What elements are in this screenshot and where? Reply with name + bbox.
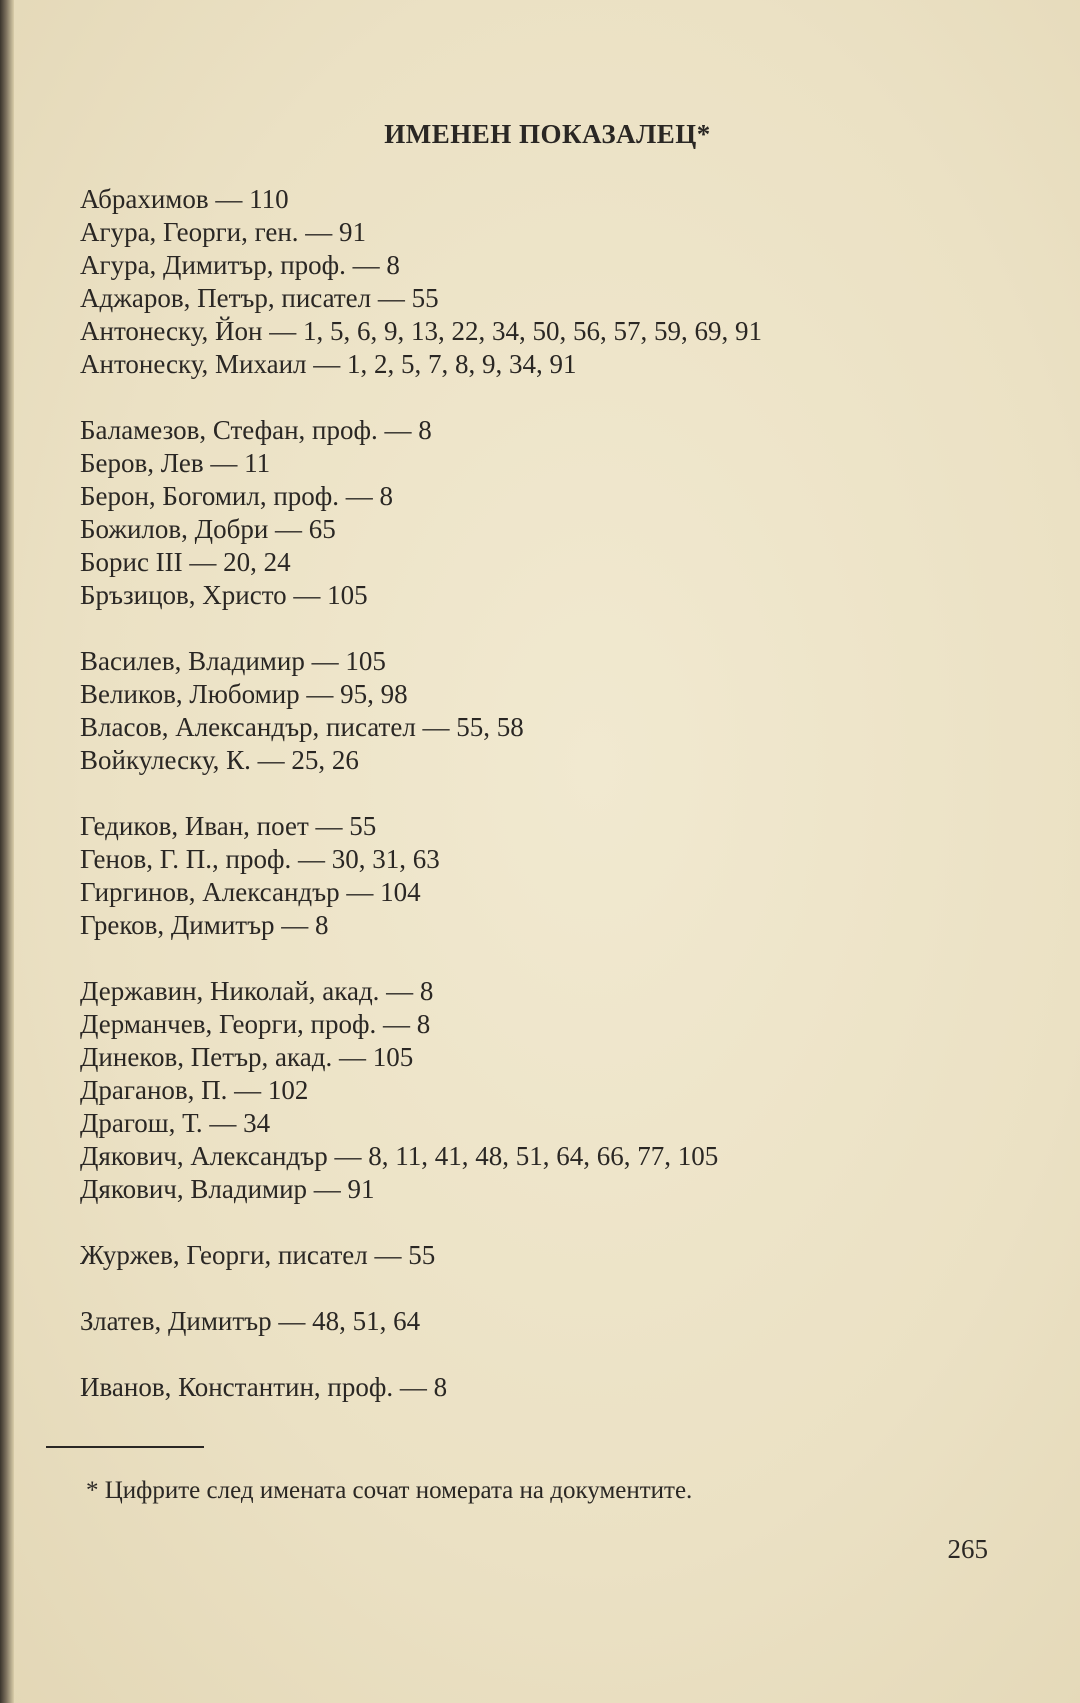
index-entry: Баламезов, Стефан, проф. — 8 [80, 415, 432, 445]
index-group-a [80, 183, 980, 381]
footnote-rule [46, 1446, 204, 1448]
index-group-z [80, 1305, 980, 1338]
index-entry: Антонеску, Йон — 1, 5, 6, 9, 13, 22, 34, 50, 56, 57, 59, 69, 91 [80, 316, 762, 346]
page-title: ИМЕНЕН ПОКАЗАЛЕЦ* [384, 119, 711, 149]
index-entry: Дякович, Владимир — 91 [80, 1174, 375, 1204]
index-entry: Гедиков, Иван, поет — 55 [80, 811, 377, 841]
index-entry: Аджаров, Петър, писател — 55 [80, 283, 439, 313]
index-entry: Агура, Георги, ген. — 91 [80, 217, 367, 247]
index-entry: Дякович, Александър — 8, 11, 41, 48, 51, 64, 66, 77, 105 [80, 1141, 719, 1171]
index-entry: Иванов, Константин, проф. — 8 [80, 1372, 448, 1402]
index-entry: Борис III — 20, 24 [80, 547, 291, 577]
index-entry: Великов, Любомир — 95, 98 [80, 679, 408, 709]
index-entry: Василев, Владимир — 105 [80, 646, 386, 676]
index-group-b [80, 414, 980, 612]
index-entry: Динеков, Петър, акад. — 105 [80, 1042, 414, 1072]
index-entry: Державин, Николай, акад. — 8 [80, 976, 434, 1006]
index-group-zh [80, 1239, 980, 1272]
index-entry: Божилов, Добри — 65 [80, 514, 336, 544]
index-entry: Войкулеску, К. — 25, 26 [80, 745, 359, 775]
index-entry: Берон, Богомил, проф. — 8 [80, 481, 394, 511]
index-group-i [80, 1371, 980, 1404]
index-entry: Агура, Димитър, проф. — 8 [80, 250, 400, 280]
index-entry: Златев, Димитър — 48, 51, 64 [80, 1306, 421, 1336]
index-entry: Генов, Г. П., проф. — 30, 31, 63 [80, 844, 440, 874]
index-entry: Греков, Димитър — 8 [80, 910, 329, 940]
index-group-g [80, 810, 980, 942]
index-entry: Бръзицов, Христо — 105 [80, 580, 368, 610]
index-entry: Журжев, Георги, писател — 55 [80, 1240, 436, 1270]
index-entry: Беров, Лев — 11 [80, 448, 271, 478]
index-entry: Власов, Александър, писател — 55, 58 [80, 712, 524, 742]
index-entry: Гиргинов, Александър — 104 [80, 877, 421, 907]
page-number: 265 [947, 1534, 988, 1564]
index-entry: Драганов, П. — 102 [80, 1075, 309, 1105]
book-spine-shadow [0, 0, 14, 1703]
index-group-v [80, 645, 980, 777]
index-entry: Абрахимов — 110 [80, 184, 289, 214]
index-entry: Антонеску, Михаил — 1, 2, 5, 7, 8, 9, 34, 91 [80, 349, 577, 379]
index-entry: Драгош, Т. — 34 [80, 1108, 271, 1138]
index-group-d [80, 975, 980, 1206]
name-index [80, 183, 980, 1437]
index-entry: Дерманчев, Георги, проф. — 8 [80, 1009, 431, 1039]
footnote: * Цифрите след имената сочат номерата на документите. [86, 1477, 693, 1504]
